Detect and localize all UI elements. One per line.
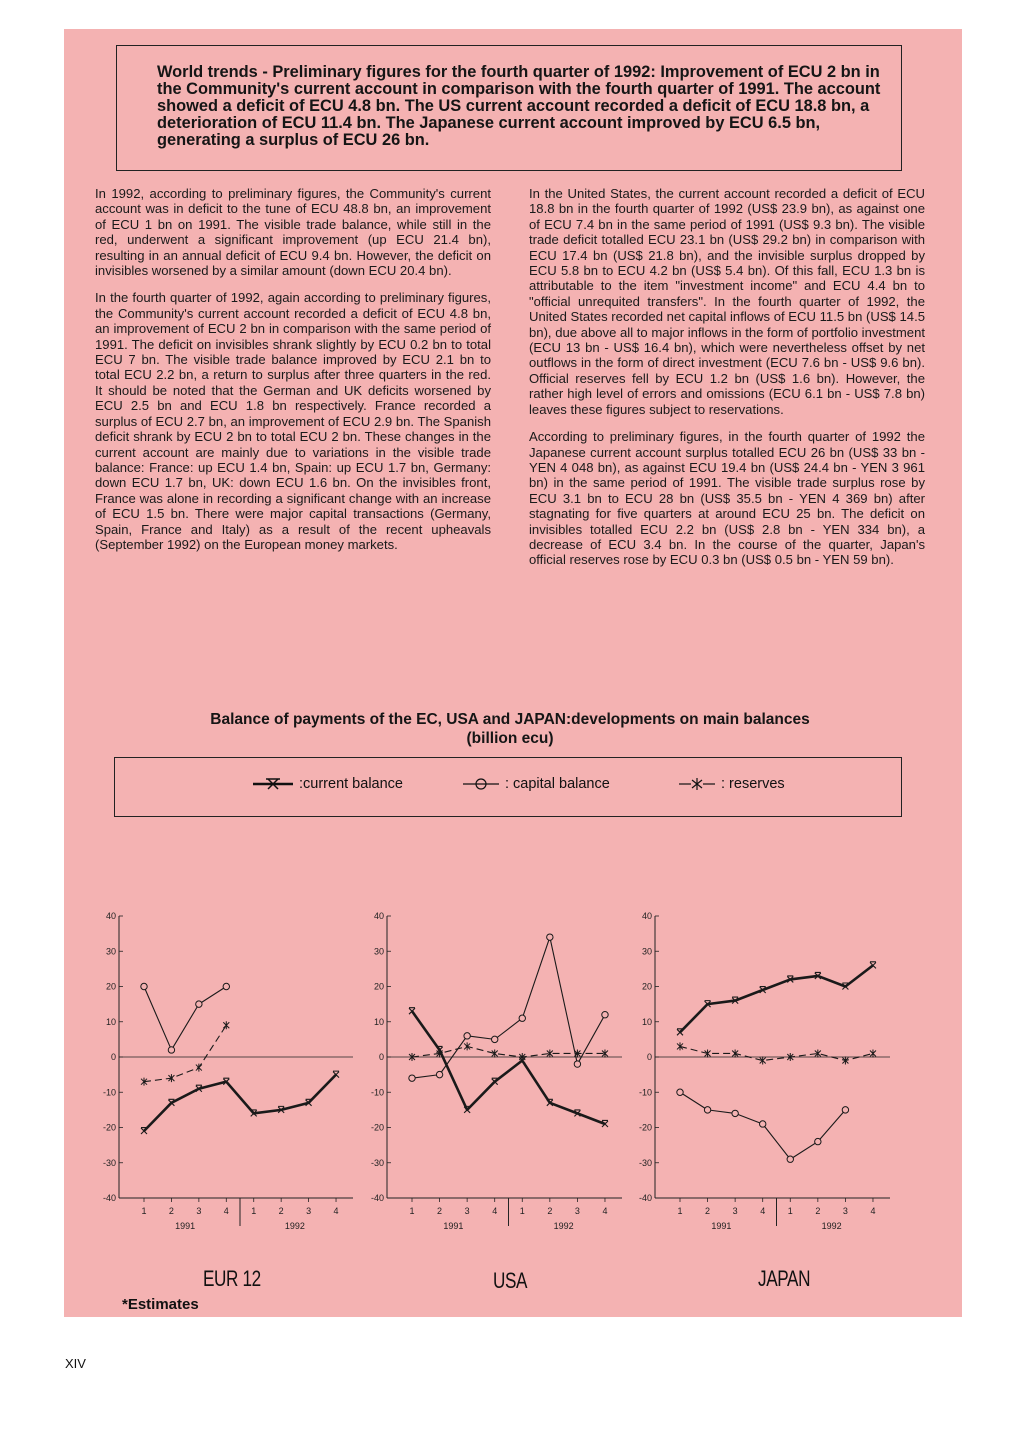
japan-capital-balance-point <box>677 1089 683 1095</box>
japan-x-tick-label: 3 <box>842 1206 848 1216</box>
usa-y-tick-label: 10 <box>373 1016 384 1027</box>
japan-capital-balance-point <box>704 1107 710 1113</box>
japan-reserves-line <box>680 1046 873 1060</box>
eur12-y-tick-label: 30 <box>105 946 116 957</box>
eur12-y-tick-label: 10 <box>105 1016 116 1027</box>
japan-y-tick-label: 40 <box>641 911 652 921</box>
eur12-y-tick-label: 0 <box>110 1052 116 1062</box>
japan-y-tick-label: 20 <box>641 981 652 992</box>
region-label-japan: JAPAN <box>758 1266 811 1291</box>
usa-y-tick-label: -40 <box>370 1193 384 1203</box>
japan-capital-balance-point <box>815 1138 821 1144</box>
usa-capital-balance-point <box>547 934 553 940</box>
usa-year-label-1991: 1991 <box>443 1221 464 1231</box>
usa-capital-balance-point <box>519 1015 525 1021</box>
japan-capital-balance-point <box>760 1121 766 1127</box>
eur12-year-label-1992: 1992 <box>284 1221 305 1231</box>
usa-y-tick-label: -30 <box>370 1157 384 1168</box>
eur12-y-tick-label: 40 <box>105 911 116 921</box>
chart-title-line-1: Balance of payments of the EC, USA and JAPAN:developments on main balances <box>210 711 810 728</box>
legend-reserves-label: : reserves <box>721 776 785 792</box>
region-label-usa: USA <box>493 1268 528 1293</box>
usa-y-tick-label: -10 <box>370 1087 384 1098</box>
eur12-current-balance-point <box>141 1128 147 1135</box>
japan-capital-balance-point <box>732 1110 738 1116</box>
japan-x-tick-label: 1 <box>787 1206 793 1216</box>
eur12-reserves-line <box>144 1025 226 1081</box>
japan-x-tick-label: 4 <box>870 1206 876 1216</box>
japan-y-tick-label: -20 <box>638 1122 652 1133</box>
usa-y-tick-label: 20 <box>373 981 384 992</box>
eur12-y-tick-label: 20 <box>105 981 116 992</box>
usa-capital-balance-point <box>574 1061 580 1067</box>
japan-reserves-point <box>870 1049 876 1057</box>
japan-x-tick-label: 3 <box>732 1206 738 1216</box>
japan-year-label-1992: 1992 <box>821 1221 842 1231</box>
japan-capital-balance-point <box>842 1107 848 1113</box>
usa-capital-balance-point <box>409 1075 415 1081</box>
japan-x-tick-label: 2 <box>815 1206 821 1216</box>
usa-x-tick-label: 2 <box>437 1206 443 1216</box>
region-label-eur12: EUR 12 <box>203 1266 261 1291</box>
japan-current-balance-point <box>870 962 876 969</box>
usa-x-tick-label: 1 <box>409 1206 415 1216</box>
usa-capital-balance-point <box>436 1071 442 1077</box>
eur12-reserves-point <box>196 1064 202 1072</box>
usa-y-tick-label: 30 <box>373 946 384 957</box>
japan-y-tick-label: 30 <box>641 946 652 957</box>
left-paragraph-1: In 1992, according to preliminary figures, the Community's current account was in deficit to the tune of ECU 48.8 bn, an improvement of ECU 1 bn on 1991. The visible trade balance, while still in the red, underwent a significant improvement (up ECU 21.4 bn), resulting in an annual deficit of ECU 9.4 bn. However, the deficit on invisibles worsened by a similar amount (down ECU 20.4 bn). <box>95 186 491 279</box>
usa-y-tick-label: 0 <box>378 1052 384 1062</box>
usa-x-tick-label: 3 <box>574 1206 580 1216</box>
japan-capital-balance-point <box>787 1156 793 1162</box>
usa-y-tick-label: -20 <box>370 1122 384 1133</box>
eur12-y-tick-label: -30 <box>102 1157 116 1168</box>
japan-y-tick-label: -40 <box>638 1193 652 1203</box>
eur12-x-tick-label: 2 <box>278 1206 284 1216</box>
japan-y-tick-label: -30 <box>638 1157 652 1168</box>
eur12-reserves-point <box>223 1021 229 1029</box>
estimates-footnote: *Estimates <box>122 1296 199 1313</box>
japan-y-tick-label: -10 <box>638 1087 652 1098</box>
left-paragraph-2: In the fourth quarter of 1992, again according to preliminary figures, the Community's current account recorded a deficit of ECU 4.8 bn, an improvement of ECU 2 bn in comparison with the same period of 1991. The deficit on invisibles shrank slightly by ECU 0.2 bn to total ECU 7 bn. The visible trade balance improved by ECU 2.1 bn to total ECU 2.2 bn, a return to surplus after three quarters in the red. It should be noted that the German and UK deficits worsened by ECU 2.5 bn and ECU 1.8 bn respectively. France recorded a surplus of ECU 2.7 bn, an improvement of ECU 2.9 bn. The Spanish deficit shrank by ECU 2 bn to total ECU 2 bn. These changes in the current account are mainly due to variations in the visible trade balance: France: up ECU 1.4 bn, Spain: up ECU 1.7 bn, Germany: down ECU 1.7 bn, UK: down ECU 1.6 bn. On the invisibles front, France was alone in recording a significant change with an increase of ECU 1.5 bn. There were major capital transactions (Germany, Spain, France and Italy) as a result of the recent upheavals (September 1992) on the European money markets. <box>95 290 491 552</box>
usa-y-tick-label: 40 <box>373 911 384 921</box>
usa-x-tick-label: 4 <box>492 1206 498 1216</box>
usa-x-tick-label: 1 <box>519 1206 525 1216</box>
japan-x-tick-label: 4 <box>760 1206 766 1216</box>
usa-current-balance-line <box>412 1011 605 1124</box>
usa-capital-balance-point <box>602 1012 608 1018</box>
eur12-x-tick-label: 3 <box>196 1206 202 1216</box>
legend-capital-label: : capital balance <box>505 776 610 792</box>
japan-year-label-1991: 1991 <box>711 1221 732 1231</box>
eur12-x-tick-label: 1 <box>251 1206 257 1216</box>
japan-x-tick-label: 1 <box>677 1206 683 1216</box>
japan-current-balance-line <box>680 965 873 1032</box>
usa-year-label-1992: 1992 <box>553 1221 574 1231</box>
right-paragraph-2: According to preliminary figures, in the fourth quarter of 1992 the Japanese current account surplus totalled ECU 26 bn (US$ 33 bn - YEN 4 048 bn), as against ECU 19.4 bn (US$ 24.4 bn - YEN 3 961 bn) in the same period of 1991. The visible trade surplus rose by ECU 3.1 bn to ECU 28 bn (US$ 35.5 bn - YEN 4 369 bn) after stagnating for five quarters at around ECU 25 bn. The deficit on invisibles totalled ECU 2.2 bn (US$ 2.8 bn - YEN 334 bn), a decrease of ECU 3.4 bn. In the course of the quarter, Japan's official reserves rose by ECU 0.3 bn (US$ 0.5 bn - YEN 59 bn). <box>529 429 925 568</box>
japan-y-tick-label: 10 <box>641 1016 652 1027</box>
legend-current-label: :current balance <box>299 776 403 792</box>
summary-text: World trends - Preliminary figures for the fourth quarter of 1992: Improvement of ECU 2 bn in the Community's current account in comparison with the fourth quarter of 1991. The account showed a deficit of ECU 4.8 bn. The US current account recorded a deficit of ECU 18.8 bn, a deterioration of ECU 11.4 bn. The Japanese current account improved by ECU 6.5 bn, generating a surplus of ECU 26 bn. <box>157 63 881 149</box>
eur12-capital-balance-point <box>223 983 229 989</box>
japan-y-tick-label: 0 <box>646 1052 652 1062</box>
eur12-capital-balance-point <box>196 1001 202 1007</box>
eur12-capital-balance-point <box>168 1047 174 1053</box>
usa-x-tick-label: 3 <box>464 1206 470 1216</box>
usa-x-tick-label: 2 <box>547 1206 553 1216</box>
page-number: XIV <box>65 1356 86 1371</box>
usa-capital-balance-point <box>464 1033 470 1039</box>
japan-current-balance-point <box>677 1029 683 1036</box>
eur12-x-tick-label: 3 <box>306 1206 312 1216</box>
eur12-y-tick-label: -10 <box>102 1087 116 1098</box>
eur12-x-tick-label: 4 <box>223 1206 229 1216</box>
usa-capital-balance-point <box>492 1036 498 1042</box>
eur12-capital-balance-line <box>144 987 226 1050</box>
eur12-capital-balance-point <box>141 983 147 989</box>
eur12-x-tick-label: 4 <box>333 1206 339 1216</box>
usa-x-tick-label: 4 <box>602 1206 608 1216</box>
eur12-year-label-1991: 1991 <box>175 1221 196 1231</box>
eur12-current-balance-line <box>144 1075 336 1131</box>
chart-title-line-2: (billion ecu) <box>466 730 554 747</box>
eur12-current-balance-point <box>333 1071 339 1078</box>
eur12-y-tick-label: -40 <box>102 1193 116 1203</box>
eur12-y-tick-label: -20 <box>102 1122 116 1133</box>
eur12-x-tick-label: 2 <box>168 1206 174 1216</box>
right-paragraph-1: In the United States, the current account recorded a deficit of ECU 18.8 bn in the fourth quarter of 1992 (US$ 23.9 bn), as against one of ECU 7.4 bn in the same period of 1991 (US$ 9.3 bn). The visible trade deficit totalled ECU 23.1 bn (US$ 29.2 bn) in comparison with ECU 17.4 bn (US$ 21.8 bn), and the invisible surplus dropped by ECU 5.8 bn to ECU 4.2 bn (US$ 5.4 bn). Of this fall, ECU 1.3 bn is attributable to the item "investment income" and ECU 4.4 bn to "official unrequited transfers". In the fourth quarter of 1992, the United States recorded net capital inflows of ECU 11.5 bn (US$ 14.5 bn), due above all to major inflows in the form of portfolio investment (ECU 13 bn - US$ 16.4 bn), which were nevertheless offset by net outflows in the form of direct investment (ECU 7.6 bn - US$ 9.6 bn). Official reserves fell by ECU 1.2 bn (US$ 1.6 bn). However, the rather high level of errors and omissions (ECU 6.1 bn - US$ 7.8 bn) leaves these figures subject to reservations. <box>529 186 925 417</box>
eur12-x-tick-label: 1 <box>141 1206 147 1216</box>
japan-x-tick-label: 2 <box>705 1206 711 1216</box>
